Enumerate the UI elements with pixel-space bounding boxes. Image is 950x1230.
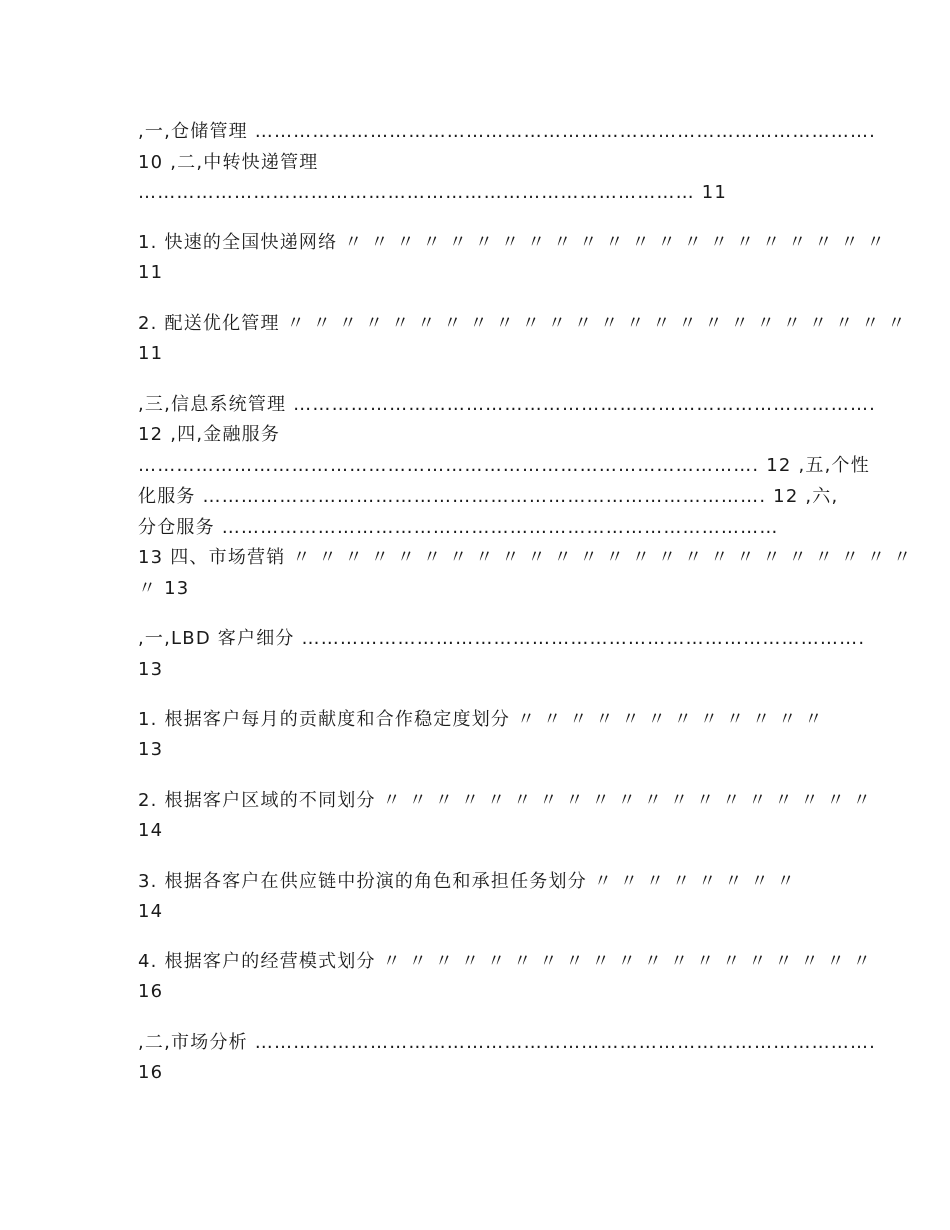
toc-line: 16 <box>138 981 164 1002</box>
toc-line: 13 <box>138 739 164 760</box>
toc-line: 化服务 ……………………………………………………………………………. 12 ,六, <box>138 486 839 507</box>
toc-line: 3. 根据各客户在供应链中扮演的角色和承担任务划分 〃 〃 〃 〃 〃 〃 〃 〃 <box>138 871 796 892</box>
toc-line: 2. 根据客户区域的不同划分 〃 〃 〃 〃 〃 〃 〃 〃 〃 〃 〃 〃 〃 〃 〃 〃 〃 〃 〃 <box>138 790 873 811</box>
toc-line: 2. 配送优化管理 〃 〃 〃 〃 〃 〃 〃 〃 〃 〃 〃 〃 〃 〃 〃 〃 〃 〃 〃 〃 〃 〃 〃 〃 <box>138 313 907 334</box>
toc-line: 14 <box>138 820 164 841</box>
toc-line: ,三,信息系统管理 ………………………………………………………………………………. <box>138 394 877 415</box>
toc-line: 11 <box>138 343 164 364</box>
toc-line: 4. 根据客户的经营模式划分 〃 〃 〃 〃 〃 〃 〃 〃 〃 〃 〃 〃 〃 〃 〃 〃 〃 〃 〃 <box>138 951 873 972</box>
toc-line: 12 ,四,金融服务 <box>138 424 281 445</box>
toc-line: 1. 快速的全国快递网络 〃 〃 〃 〃 〃 〃 〃 〃 〃 〃 〃 〃 〃 〃 〃 〃 〃 〃 〃 〃 〃 <box>138 232 886 253</box>
toc-line: 16 <box>138 1062 164 1083</box>
toc-line: 13 四、市场营销 〃 〃 〃 〃 〃 〃 〃 〃 〃 〃 〃 〃 〃 〃 〃 〃 〃 〃 〃 〃 〃 〃 〃 〃 <box>138 547 913 568</box>
toc-line: 14 <box>138 901 164 922</box>
toc-line: 10 ,二,中转快递管理 <box>138 152 319 173</box>
toc-line: ,二,市场分析 ……………………………………………………………………………………. <box>138 1032 877 1053</box>
toc-line: 11 <box>138 262 164 283</box>
toc-line: …………………………………………………………………………… 11 <box>138 182 728 203</box>
toc-line: ,一,LBD 客户细分 ……………………………………………………………………………. <box>138 628 866 649</box>
toc-line: ……………………………………………………………………………………. 12 ,五,个性 <box>138 455 870 476</box>
toc-line: 1. 根据客户每月的贡献度和合作稳定度划分 〃 〃 〃 〃 〃 〃 〃 〃 〃 〃 〃 〃 <box>138 709 824 730</box>
toc-line: 13 <box>138 659 164 680</box>
toc-line: 〃 13 <box>138 578 190 599</box>
toc-line: ,一,仓储管理 ……………………………………………………………………………………. <box>138 121 877 142</box>
toc-line: 分仓服务 …………………………………………………………………………… <box>138 517 779 538</box>
